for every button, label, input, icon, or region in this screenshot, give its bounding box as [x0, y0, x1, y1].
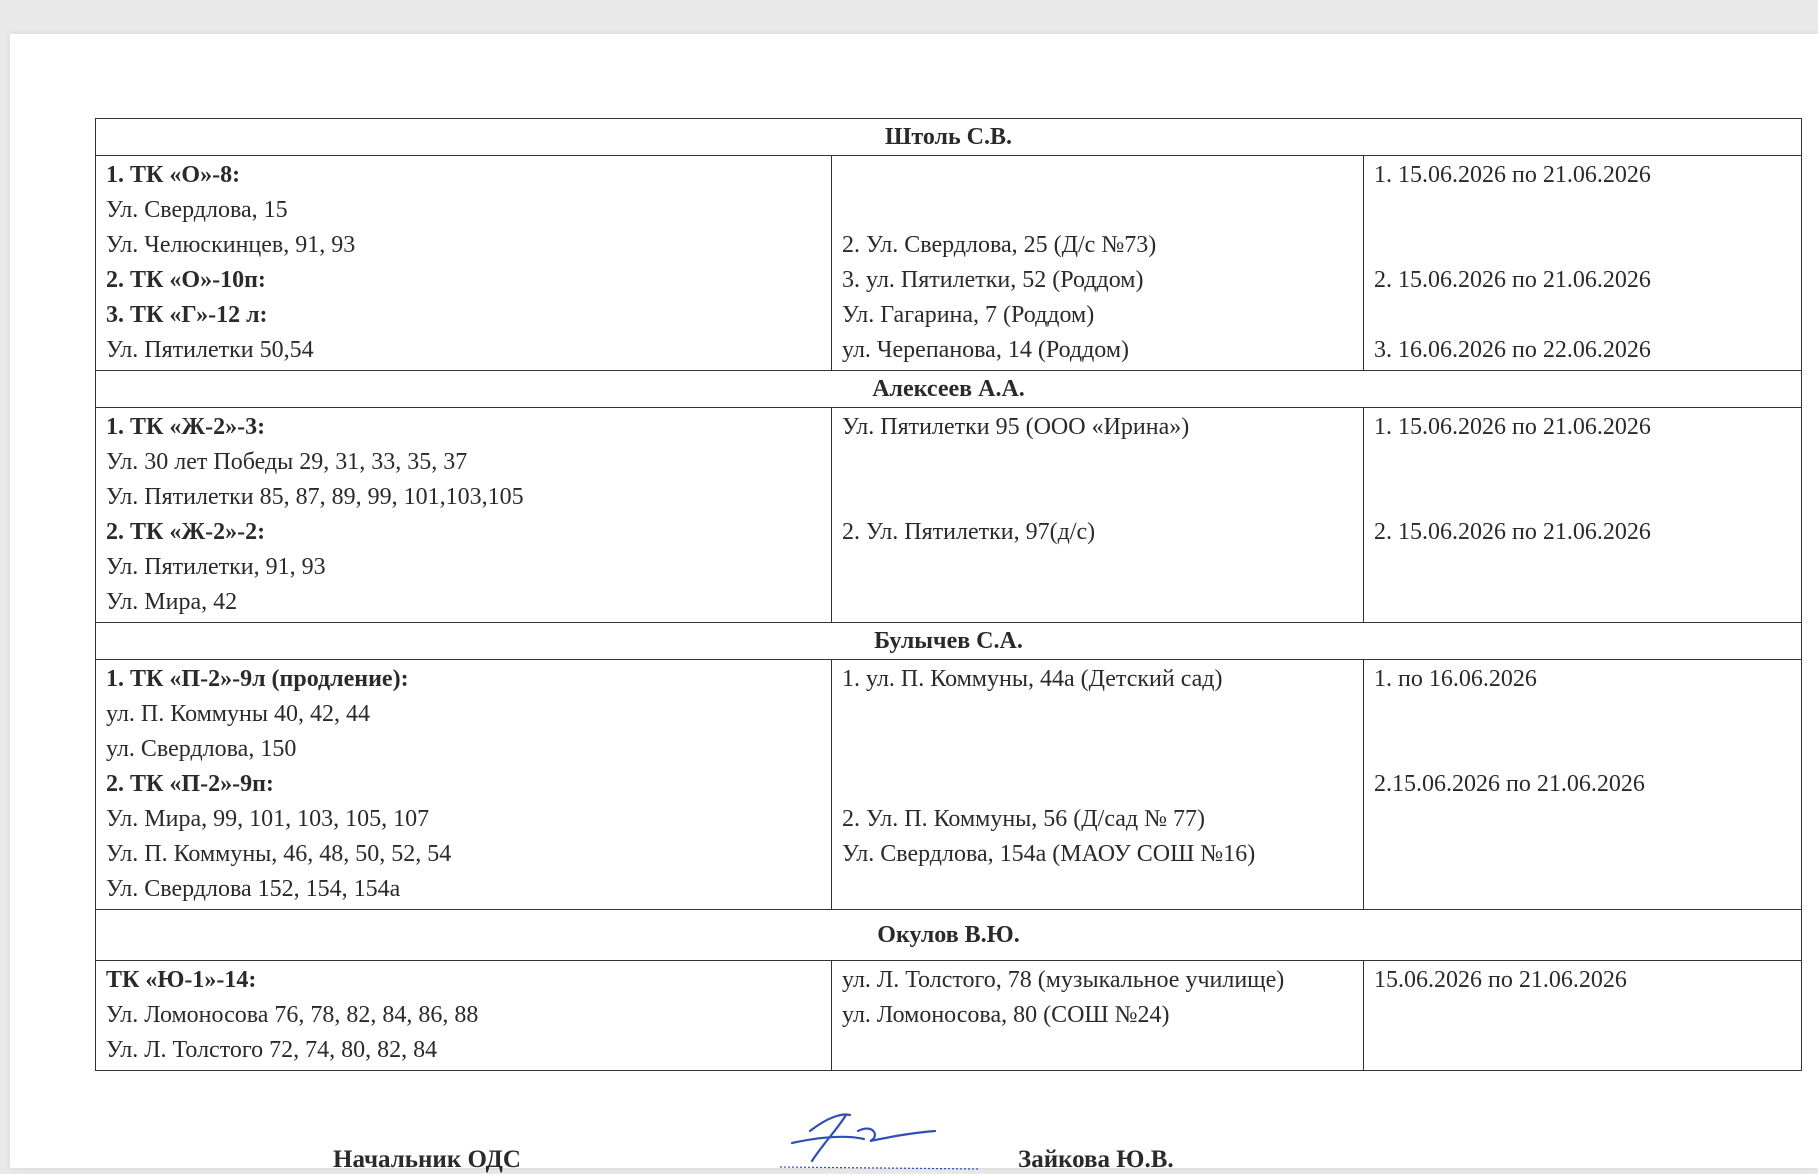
section-body-row — [96, 660, 1802, 910]
section-body-row — [96, 156, 1802, 371]
section-header-row — [96, 623, 1802, 660]
period-cell — [1364, 660, 1802, 910]
address-line: Ул. Челюскинцев, 91, 93 — [106, 232, 356, 258]
date-range-line — [1374, 585, 1791, 620]
address-line: Ул. Свердлова 152, 154, 154а — [106, 876, 401, 902]
heating-chamber-cell — [96, 961, 832, 1071]
address-line: Ул. П. Коммуны, 46, 48, 50, 52, 54 — [106, 841, 452, 867]
section-header-row — [96, 119, 1802, 156]
object-line: 1. ул. П. Коммуны, 44а (Детский сад) — [842, 666, 1223, 692]
object-line — [842, 480, 1353, 515]
address-line: Ул. Пятилетки 85, 87, 89, 99, 101,103,105 — [106, 484, 524, 510]
address-line: 1. ТК «Ж-2»-3: — [106, 414, 266, 440]
heating-chamber-cell — [96, 408, 832, 623]
document-page — [10, 34, 1818, 1173]
address-line: 1. ТК «П-2»-9л (продление): — [106, 666, 409, 692]
date-range-line: 2.15.06.2026 по 21.06.2026 — [1374, 771, 1645, 797]
object-line — [842, 445, 1353, 480]
section-person-name: Окулов В.Ю. — [96, 910, 1802, 961]
date-range-line: 3. 16.06.2026 по 22.06.2026 — [1374, 337, 1651, 363]
object-line — [842, 193, 1353, 228]
signature-image — [780, 1109, 980, 1171]
date-range-line — [1374, 550, 1791, 585]
address-line: Ул. Свердлова, 15 — [106, 197, 288, 223]
period-cell — [1364, 408, 1802, 623]
date-range-line: 1. 15.06.2026 по 21.06.2026 — [1374, 162, 1651, 188]
date-range-line — [1374, 697, 1791, 732]
date-range-line — [1374, 732, 1791, 767]
heating-chamber-cell — [96, 156, 832, 371]
date-range-line — [1374, 837, 1791, 872]
address-line: Ул. Мира, 42 — [106, 589, 238, 615]
address-line: ул. Свердлова, 150 — [106, 736, 297, 762]
section-body-row — [96, 408, 1802, 623]
section-person-name: Штоль С.В. — [96, 119, 1802, 156]
address-line: ул. П. Коммуны 40, 42, 44 — [106, 701, 370, 727]
schedule-table — [95, 118, 1802, 1071]
date-range-line — [1374, 228, 1791, 263]
social-objects-cell — [832, 156, 1364, 371]
object-line — [842, 872, 1353, 907]
object-line: 3. ул. Пятилетки, 52 (Роддом) — [842, 267, 1144, 293]
heating-chamber-cell — [96, 660, 832, 910]
date-range-line — [1374, 872, 1791, 907]
date-range-line — [1374, 998, 1791, 1033]
object-line — [842, 550, 1353, 585]
object-line — [842, 1033, 1353, 1068]
object-line — [842, 585, 1353, 620]
address-line: ТК «Ю-1»-14: — [106, 967, 257, 993]
object-line: ул. Ломоносова, 80 (СОШ №24) — [842, 1002, 1170, 1028]
date-range-line — [1374, 445, 1791, 480]
social-objects-cell — [832, 408, 1364, 623]
social-objects-cell — [832, 961, 1364, 1071]
address-line: 2. ТК «О»-10п: — [106, 267, 266, 293]
object-line: 2. Ул. Пятилетки, 97(д/с) — [842, 519, 1096, 545]
date-range-line: 1. по 16.06.2026 — [1374, 666, 1537, 692]
date-range-line: 1. 15.06.2026 по 21.06.2026 — [1374, 414, 1651, 440]
date-range-line — [1374, 193, 1791, 228]
object-line — [842, 732, 1353, 767]
schedule-table-body — [96, 119, 1802, 1071]
object-line: ул. Черепанова, 14 (Роддом) — [842, 337, 1130, 363]
address-line: Ул. Пятилетки, 91, 93 — [106, 554, 326, 580]
date-range-line — [1374, 802, 1791, 837]
object-line — [842, 697, 1353, 732]
object-line: Ул. Гагарина, 7 (Роддом) — [842, 302, 1095, 328]
section-person-name: Булычев С.А. — [96, 623, 1802, 660]
address-line: Ул. Пятилетки 50,54 — [106, 337, 314, 363]
address-line: 2. ТК «П-2»-9п: — [106, 771, 274, 797]
address-line: Ул. Ломоносова 76, 78, 82, 84, 86, 88 — [106, 1002, 479, 1028]
object-line: Ул. Свердлова, 154а (МАОУ СОШ №16) — [842, 841, 1256, 867]
address-line: 3. ТК «Г»-12 л: — [106, 302, 268, 328]
section-header-row — [96, 910, 1802, 961]
address-line: Ул. Л. Толстого 72, 74, 80, 82, 84 — [106, 1037, 438, 1063]
period-cell — [1364, 156, 1802, 371]
social-objects-cell — [832, 660, 1364, 910]
date-range-line — [1374, 480, 1791, 515]
object-line: 2. Ул. П. Коммуны, 56 (Д/сад № 77) — [842, 806, 1206, 832]
date-range-line: 2. 15.06.2026 по 21.06.2026 — [1374, 519, 1651, 545]
object-line: 2. Ул. Свердлова, 25 (Д/с №73) — [842, 232, 1157, 258]
object-line — [842, 158, 1353, 193]
section-person-name: Алексеев А.А. — [96, 371, 1802, 408]
object-line — [842, 767, 1353, 802]
footer-position: Начальник ОДС — [333, 1146, 521, 1173]
date-range-line — [1374, 1033, 1791, 1068]
object-line: ул. Л. Толстого, 78 (музыкальное училище) — [842, 967, 1285, 993]
footer-signer-name: Зайкова Ю.В. — [1018, 1146, 1174, 1173]
address-line: Ул. 30 лет Победы 29, 31, 33, 35, 37 — [106, 449, 468, 475]
date-range-line — [1374, 298, 1791, 333]
date-range-line: 15.06.2026 по 21.06.2026 — [1374, 967, 1627, 993]
address-line: Ул. Мира, 99, 101, 103, 105, 107 — [106, 806, 430, 832]
address-line: 2. ТК «Ж-2»-2: — [106, 519, 266, 545]
section-body-row — [96, 961, 1802, 1071]
address-line: 1. ТК «О»-8: — [106, 162, 241, 188]
section-header-row — [96, 371, 1802, 408]
period-cell — [1364, 961, 1802, 1071]
date-range-line: 2. 15.06.2026 по 21.06.2026 — [1374, 267, 1651, 293]
object-line: Ул. Пятилетки 95 (ООО «Ирина») — [842, 414, 1190, 440]
